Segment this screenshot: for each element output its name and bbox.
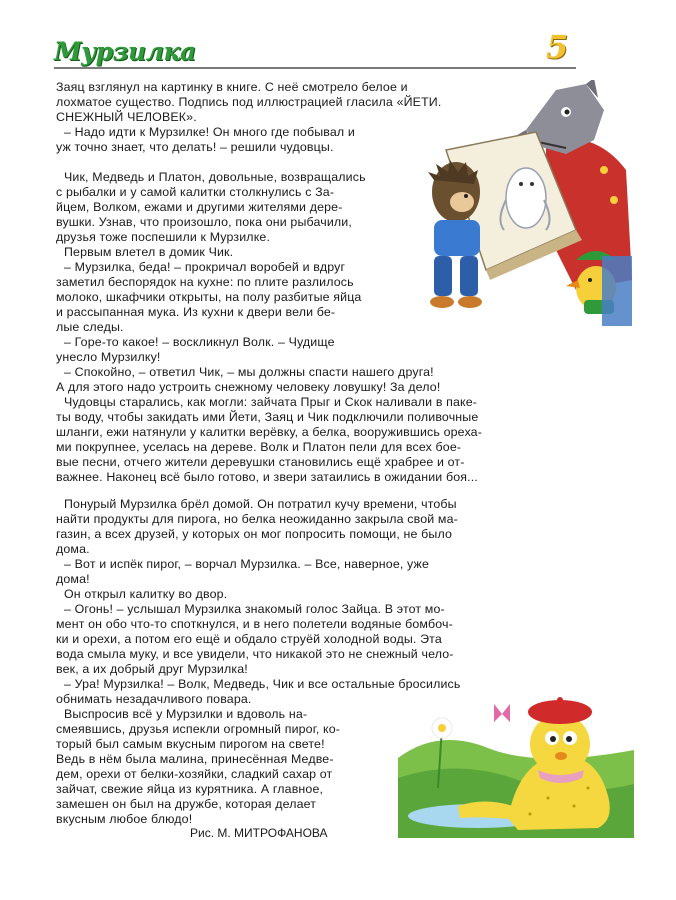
text-line: – Горе-то какое! – воскликнул Волк. – Чудище [64,335,335,349]
text-line: вкусным любое блюдо! [56,812,193,826]
text-line: вода смыла муку, и все увидели, что никакой это не снежный чело- [56,647,454,661]
text-line: дем, орехи от белки-хозяйки, сладкий сахар от [56,767,333,781]
text-line: – Огонь! – услышал Мурзилка знакомый голос Зайца. В этот мо- [64,602,445,616]
text-line: дома. [56,542,90,556]
text-line: век, а их добрый друг Мурзилка! [56,662,248,676]
text-line: ми покрупнее, уселась на дереве. Волк и Платон пели для всех бое- [56,440,462,454]
text-line: – Надо идти к Мурзилке! Он много где побывал и [64,125,355,139]
text-line: уж точно знает, что делать! – решили чудовцы. [56,140,334,154]
text-line: лохматое существо. Подпись под иллюстрацией гласила «ЙЕТИ. [56,95,442,109]
text-line: важнее. Наконец всё было готово, и звери затаились в ожидании боя... [56,470,478,484]
text-line: – Вот и испёк пирог, – ворчал Мурзилка. – Все, наверное, уже [64,557,430,571]
text-line: – Спокойно, – ответил Чик, – мы должны спасти нашего друга! [64,365,434,379]
text-line: газин, а всех друзей, у которых он мог попросить помощи, не было [56,527,453,541]
text-line: Чудовцы старались, как могли: зайчата Прыг и Скок наливали в паке- [64,395,478,409]
illustration-credit: Рис. М. МИТРОФАНОВА [190,826,328,840]
text-line: молоко, шкафчики открыты, на полу разбитые яйца [56,290,362,304]
text-line: зайчат, свежие яйца из курятника. А главное, [56,782,324,796]
text-line: Первым влетел в домик Чик. [64,245,234,259]
text-line: торый был самым вкусным пирогом на свете! [56,737,325,751]
text-line: ты воду, чтобы закидать ими Йети, Заяц и Чик подключили поливочные [56,410,479,424]
text-line: обнимать незадачливого повара. [56,692,252,706]
text-line: унесло Мурзилку! [56,350,161,364]
murzilka-resting-illustration [398,688,634,838]
text-line: А для этого надо устроить снежному человеку ловушку! За дело! [56,380,441,394]
text-line: мент он обо что-то споткнулся, и в него полетели водяные бомбоч- [56,617,453,631]
magazine-logo: Мурзилка [54,37,196,66]
text-line: ки и орехи, а потом его ещё и обдало струёй холодной воды. Эта [56,632,442,646]
text-line: замешен он был на дружбе, которая делает [56,797,317,811]
page-header [0,0,676,76]
text-line: йцем, Волком, ежами и другими жителями дере- [56,200,343,214]
text-line: – Ура! Мурзилка! – Волк, Медведь, Чик и все остальные бросились [64,677,461,691]
text-line: СНЕЖНЫЙ ЧЕЛОВЕК». [56,110,197,124]
text-line: с рыбалки и у самой калитки столкнулись с За- [56,185,335,199]
text-line: вые песни, отчего жители деревушки становились ещё храбрее и от- [56,455,465,469]
text-line: Понурый Мурзилка брёл домой. Он потратил кучу времени, чтобы [64,497,457,511]
page-number: 5 [546,28,569,66]
text-line: шланги, ежи натянули у калитки верёвку, а белка, вооружившись ореха- [56,425,482,439]
text-line: вушки. Узнав, что произошло, пока они рыбачили, [56,215,352,229]
text-line: Чик, Медведь и Платон, довольные, возвращались [64,170,366,184]
text-line: лые следы. [56,320,124,334]
text-line: – Мурзилка, беда! – прокричал воробей и вдруг [64,260,346,274]
text-line: Выспросив всё у Мурзилки и вдоволь на- [64,707,308,721]
text-line: смеявшись, друзья испекли огромный пирог, ко- [56,722,341,736]
wolf-hedgehog-book-illustration [426,80,634,342]
text-line: найти продукты для пирога, но белка неожиданно закрыла свой ма- [56,512,458,526]
text-line: и рассыпанная мука. Из кухни к двери вели бе- [56,305,336,319]
text-line: Он открыл калитку во двор. [64,587,228,601]
text-line: заметил беспорядок на кухне: по плите разлилось [56,275,354,289]
text-line: дома! [56,572,90,586]
text-line: друзья тоже поспешили к Мурзилке. [56,230,271,244]
header-rule [54,67,576,69]
text-line: Ведь в нём была малина, принесённая Медве- [56,752,334,766]
text-line: Заяц взглянул на картинку в книге. С неё смотрело белое и [56,80,408,94]
